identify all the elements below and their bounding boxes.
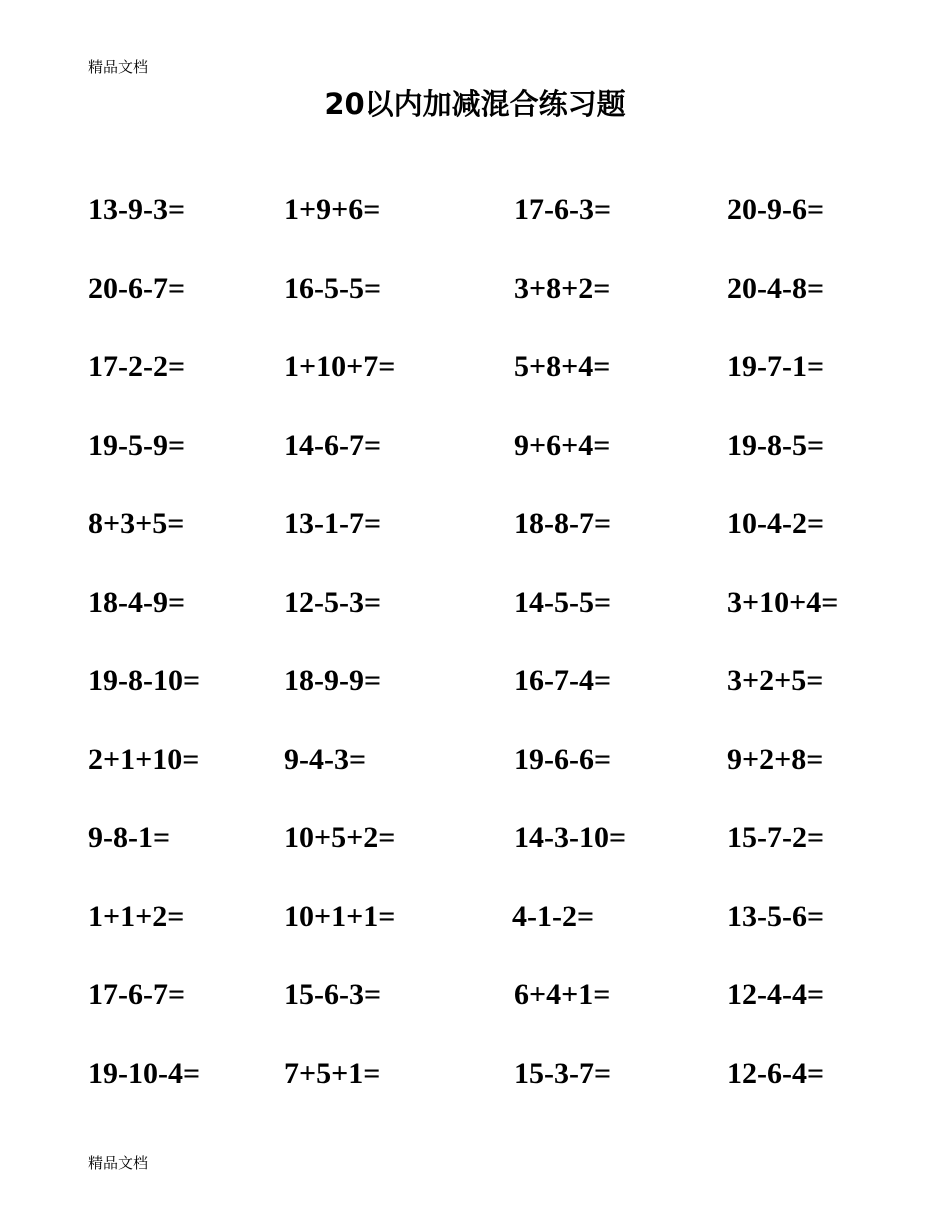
problem-item: 3+10+4=: [727, 585, 839, 619]
problem-item: 13-1-7=: [284, 507, 382, 540]
problem-row: [0, 1054, 950, 1133]
problem-grid: [0, 190, 950, 1132]
problem-item: 19-6-6=: [514, 742, 612, 776]
problem-item: 8+3+5=: [88, 507, 185, 540]
problem-item: 19-8-5=: [727, 428, 825, 462]
problem-item: 9+2+8=: [727, 742, 824, 776]
problem-item: 14-6-7=: [284, 428, 382, 462]
problem-item: 5+8+4=: [514, 350, 611, 383]
problem-item: 19-8-10=: [88, 664, 201, 697]
problem-row: [0, 740, 950, 819]
problem-row: [0, 269, 950, 348]
problem-item: 2+1+10=: [88, 742, 200, 776]
problem-item: 12-4-4=: [727, 978, 825, 1011]
problem-item: 18-4-9=: [88, 585, 186, 619]
problem-item: 13-9-3=: [88, 193, 186, 226]
problem-item: 20-9-6=: [727, 193, 825, 226]
problem-row: [0, 897, 950, 976]
problem-item: 19-7-1=: [727, 350, 825, 383]
problem-item: 14-3-10=: [514, 821, 627, 854]
problem-item: 9-4-3=: [284, 742, 367, 776]
problem-item: 17-6-3=: [514, 193, 612, 226]
problem-item: 1+1+2=: [88, 899, 185, 933]
problem-item: 18-9-9=: [284, 664, 382, 697]
problem-item: 10+1+1=: [284, 899, 396, 933]
footer-watermark: 精品文档: [88, 1154, 149, 1172]
problem-item: 15-3-7=: [514, 1056, 612, 1090]
problem-item: 9+6+4=: [514, 428, 611, 462]
problem-item: 20-6-7=: [88, 271, 186, 305]
problem-row: [0, 661, 950, 740]
problem-row: [0, 583, 950, 662]
problem-item: 3+8+2=: [514, 271, 611, 305]
problem-item: 12-6-4=: [727, 1056, 825, 1090]
problem-item: 10-4-2=: [727, 507, 825, 540]
problem-item: 7+5+1=: [284, 1056, 381, 1090]
problem-item: 19-5-9=: [88, 428, 186, 462]
problem-item: 16-5-5=: [284, 271, 382, 305]
problem-item: 20-4-8=: [727, 271, 825, 305]
problem-item: 17-2-2=: [88, 350, 186, 383]
header-watermark: 精品文档: [88, 58, 149, 76]
problem-item: 1+10+7=: [284, 350, 396, 383]
problem-row: [0, 347, 950, 426]
problem-row: [0, 975, 950, 1054]
problem-item: 15-6-3=: [284, 978, 382, 1011]
page-title: 20以内加减混合练习题: [324, 87, 626, 121]
problem-item: 16-7-4=: [514, 664, 612, 697]
problem-row: [0, 504, 950, 583]
problem-row: [0, 818, 950, 897]
problem-item: 18-8-7=: [514, 507, 612, 540]
problem-item: 9-8-1=: [88, 821, 171, 854]
problem-item: 19-10-4=: [88, 1056, 201, 1090]
problem-item: 14-5-5=: [514, 585, 612, 619]
problem-item: 13-5-6=: [727, 899, 825, 933]
problem-item: 3+2+5=: [727, 664, 824, 697]
problem-row: [0, 426, 950, 505]
problem-row: [0, 190, 950, 269]
problem-item: 1+9+6=: [284, 193, 381, 226]
problem-item: 17-6-7=: [88, 978, 186, 1011]
problem-item: 12-5-3=: [284, 585, 382, 619]
problem-item: 10+5+2=: [284, 821, 396, 854]
problem-item: 4-1-2=: [512, 899, 595, 933]
problem-item: 6+4+1=: [514, 978, 611, 1011]
problem-item: 15-7-2=: [727, 821, 825, 854]
